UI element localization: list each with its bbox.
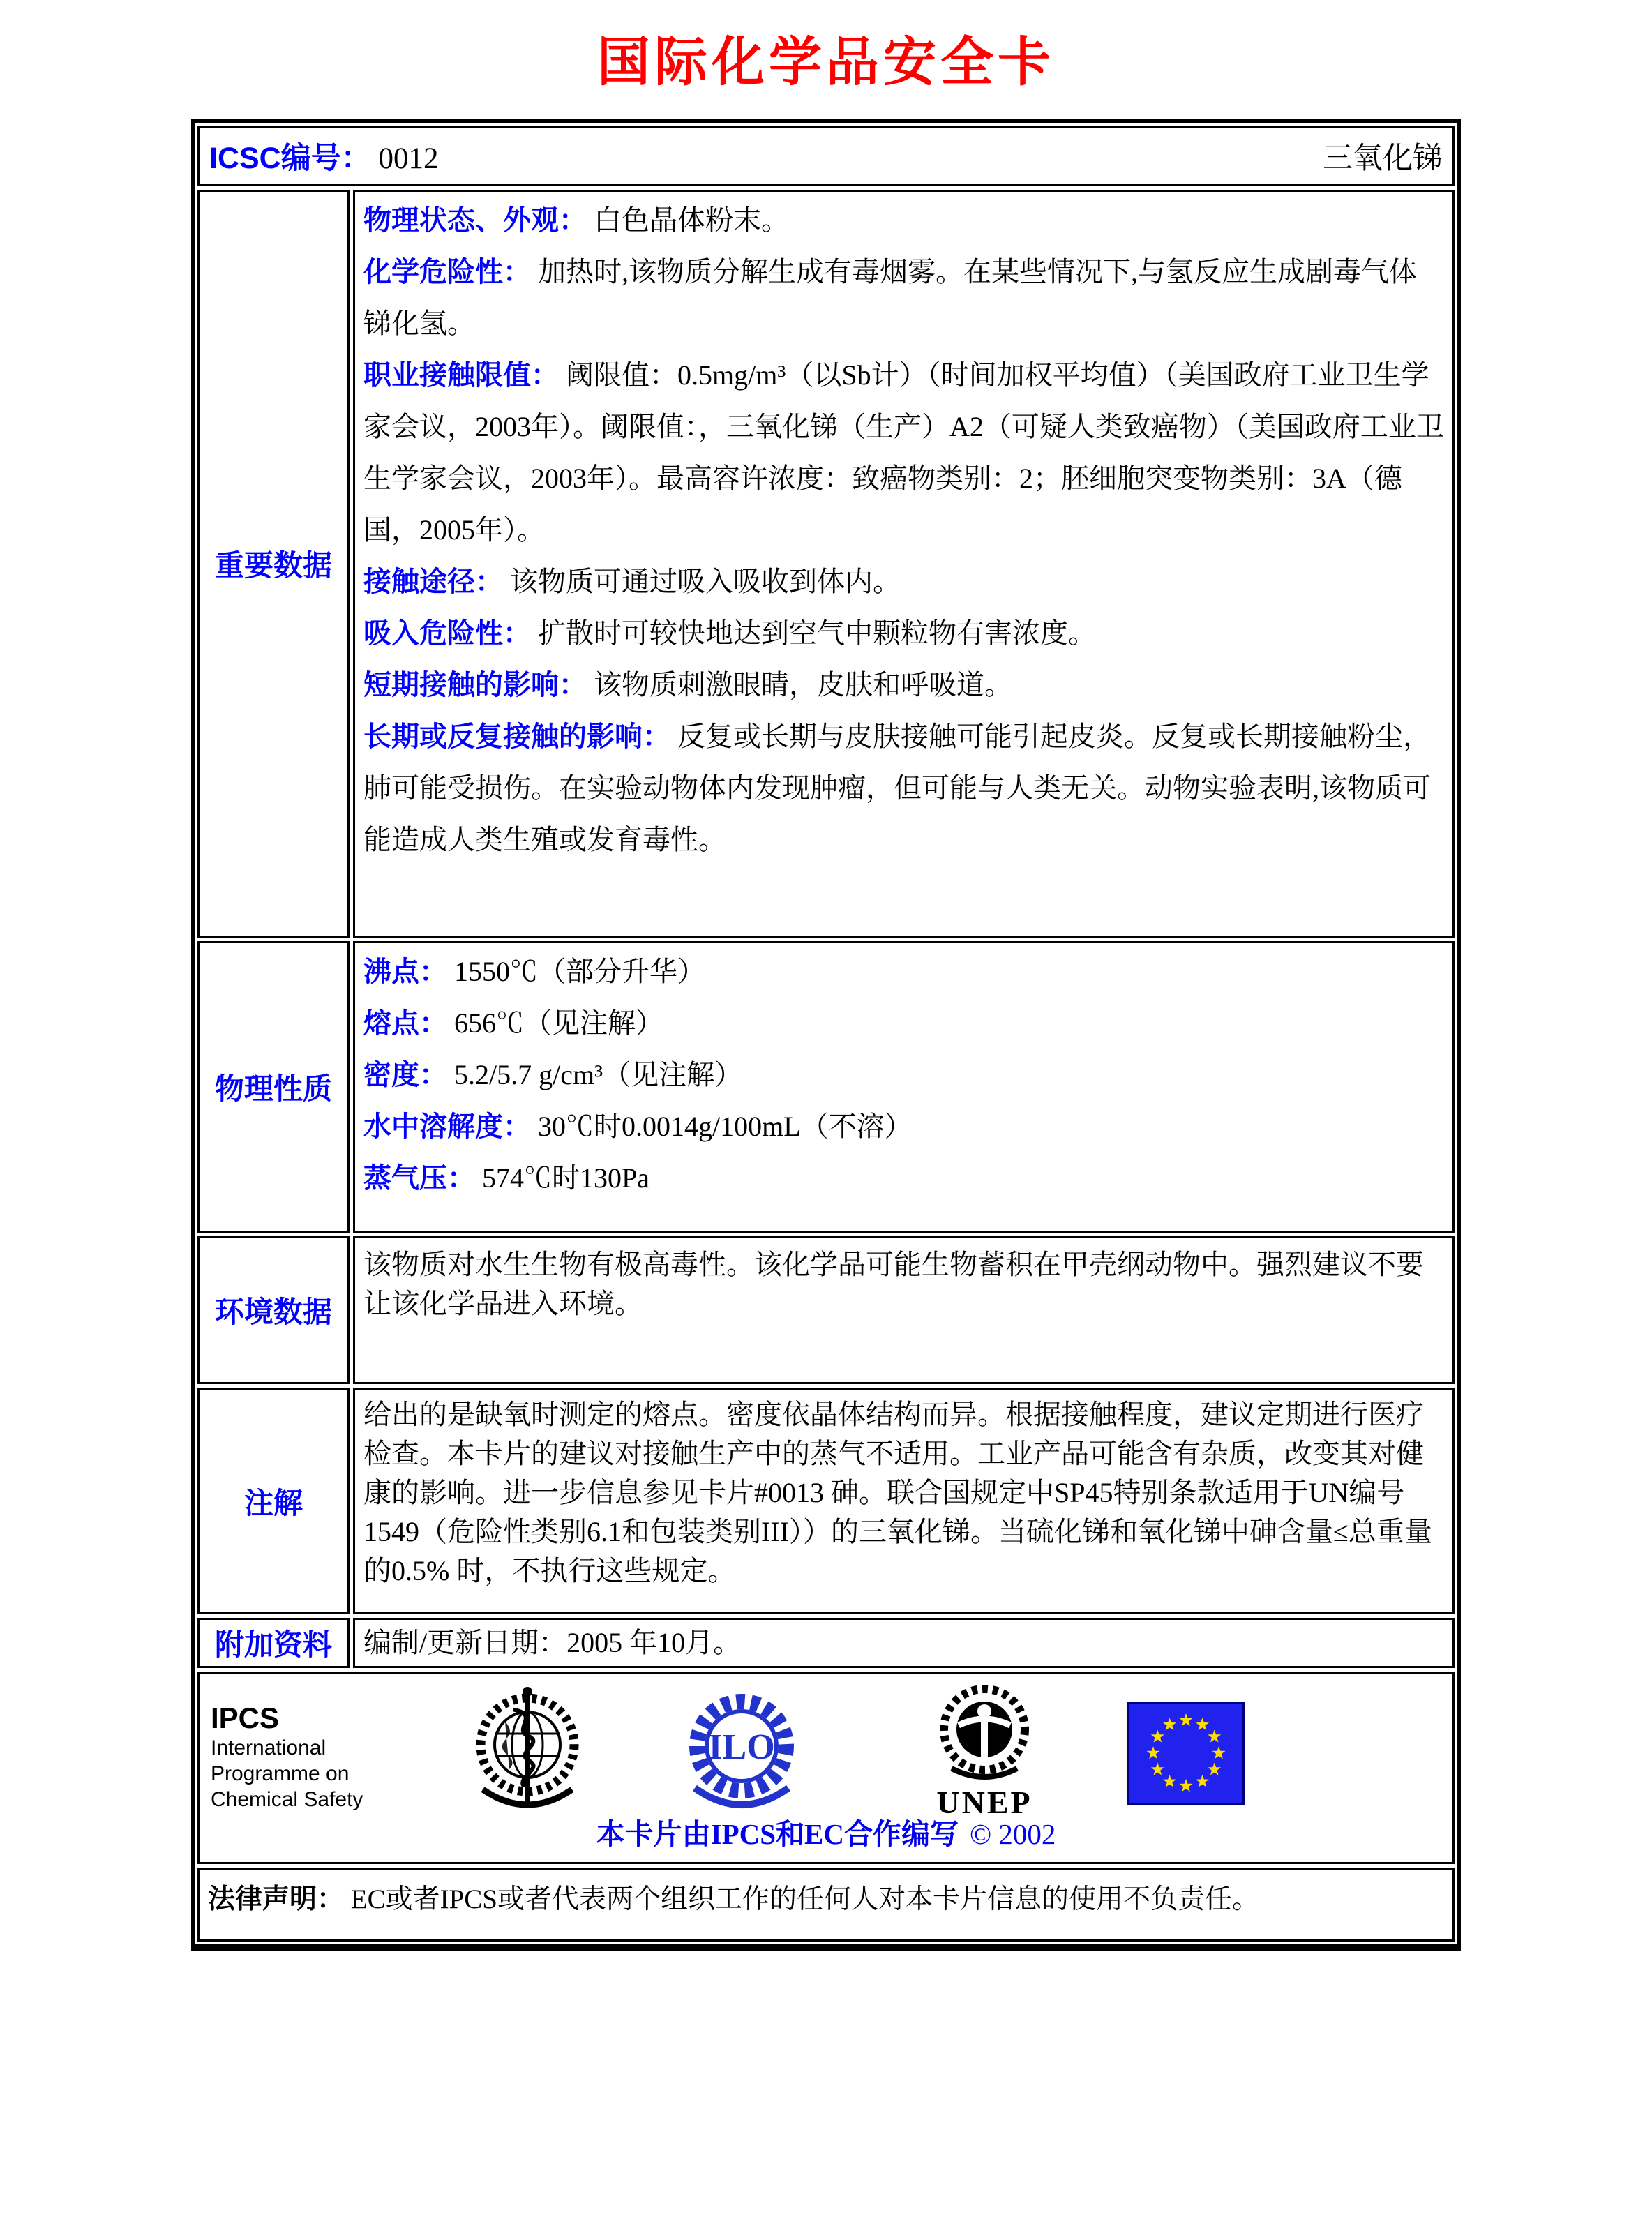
data-item	[363, 195, 1444, 246]
data-item	[363, 711, 1444, 866]
item-label: 蒸气压：	[363, 1163, 475, 1194]
section-physical-properties	[197, 941, 1455, 1233]
additional-info-content: 编制/更新日期：2005 年10月。	[353, 1618, 1455, 1668]
ipcs-acronym: IPCS	[211, 1702, 280, 1734]
section-label-additional-info: 附加资料	[197, 1618, 350, 1668]
ipcs-line: International	[211, 1736, 326, 1759]
icsc-number-label: ICSC编号：	[209, 142, 371, 175]
item-label: 熔点：	[363, 1008, 447, 1039]
copyright-year: © 2002	[969, 1818, 1056, 1850]
section-label-physical-properties: 物理性质	[197, 941, 350, 1233]
data-item	[363, 246, 1444, 350]
icsc-number-group	[209, 135, 438, 177]
legal-text: EC或者IPCS或者代表两个组织工作的任何人对本卡片信息的使用不负责任。	[350, 1884, 1259, 1914]
card-header-row	[197, 126, 1455, 186]
item-text: 该物质刺激眼睛，皮肤和呼吸道。	[594, 669, 1012, 700]
data-item	[363, 946, 1444, 998]
item-text: 反复或长期与皮肤接触可能引起皮炎。反复或长期接触粉尘，肺可能受损伤。在实验动物体内发现肿瘤，但可能与人类无关。动物实验表明,该物质可能造成人类生殖或发育毒性。	[363, 721, 1431, 855]
item-label: 化学危险性：	[363, 257, 531, 287]
data-item	[363, 1101, 1444, 1152]
copyright-line	[200, 1811, 1452, 1852]
legal-label: 法律声明：	[208, 1884, 345, 1914]
data-item	[363, 350, 1444, 556]
data-item	[363, 659, 1444, 711]
item-text: 该物质可通过吸入吸收到体内。	[510, 566, 901, 597]
item-text: 扩散时可较快地达到空气中颗粒物有害浓度。	[538, 617, 1096, 649]
ipcs-block	[211, 1702, 363, 1812]
item-text: 656℃（见注解）	[454, 1007, 663, 1039]
data-item	[363, 556, 1444, 608]
ipcs-line: Programme on	[211, 1762, 350, 1785]
who-logo-icon	[472, 1683, 583, 1830]
section-legal	[197, 1868, 1455, 1942]
data-item	[363, 998, 1444, 1049]
icsc-card	[191, 119, 1461, 1951]
item-label: 接触途径：	[363, 566, 503, 597]
ilo-letters: ILO	[708, 1727, 775, 1767]
section-notes	[197, 1388, 1455, 1614]
item-text: 加热时,该物质分解生成有毒烟雾。在某些情况下,与氢反应生成剧毒气体锑化氢。	[363, 256, 1417, 339]
unep-logo-icon	[922, 1683, 1047, 1819]
data-item	[363, 1152, 1444, 1204]
data-item	[363, 1049, 1444, 1101]
data-item	[363, 608, 1444, 659]
item-label: 沸点：	[363, 956, 447, 987]
section-logos	[197, 1672, 1455, 1864]
page-title: 国际化学品安全卡	[597, 33, 1055, 92]
item-text: 阈限值：0.5mg/m³（以Sb计）（时间加权平均值）（美国政府工业卫生学家会议，2003年）。阈限值：，三氧化锑（生产）A2（可疑人类致癌物）（美国政府工业卫生学家会议，2003年）。最高容许浓度：致癌物类别：2；胚细胞突变物类别：3A（德国，2005年）。	[363, 359, 1444, 546]
section-label-environmental-data: 环境数据	[197, 1236, 350, 1384]
item-text: 白色晶体粉末。	[594, 204, 789, 236]
ilo-logo-icon	[681, 1683, 803, 1830]
section-additional-info	[197, 1618, 1455, 1668]
eu-flag-icon	[1127, 1702, 1245, 1808]
item-label: 物理状态、外观：	[363, 205, 587, 236]
copyright-text: 本卡片由IPCS和EC合作编写	[596, 1818, 959, 1850]
ipcs-line: Chemical Safety	[211, 1788, 363, 1811]
item-text: 30℃时0.0014g/100mL（不溶）	[538, 1111, 913, 1142]
section-important-data	[197, 190, 1455, 938]
item-label: 吸入危险性：	[363, 618, 531, 649]
item-text: 1550℃（部分升华）	[454, 956, 705, 987]
item-label: 水中溶解度：	[363, 1111, 531, 1142]
item-label: 职业接触限值：	[363, 360, 559, 391]
legal-notice	[197, 1868, 1455, 1942]
item-label: 密度：	[363, 1060, 447, 1090]
chemical-name: 三氧化锑	[1323, 142, 1443, 175]
card-header-cell	[197, 126, 1455, 186]
icsc-number-value: 0012	[378, 142, 439, 175]
section-label-important-data: 重要数据	[197, 190, 350, 938]
section-label-notes: 注解	[197, 1388, 350, 1614]
important-data-content	[353, 190, 1455, 938]
section-environmental-data	[197, 1236, 1455, 1384]
environmental-data-content: 该物质对水生生物有极高毒性。该化学品可能生物蓄积在甲壳纲动物中。强烈建议不要让该化学品进入环境。	[353, 1236, 1455, 1384]
physical-properties-content	[353, 941, 1455, 1233]
notes-content: 给出的是缺氧时测定的熔点。密度依晶体结构而异。根据接触程度，建议定期进行医疗检查。本卡片的建议对接触生产中的蒸气不适用。工业产品可能含有杂质，改变其对健康的影响。进一步信息参见卡片#0013 砷。联合国规定中SP45特别条款适用于UN编号1549（危险性类别6.1和包装类别III））的三氧化锑。当硫化锑和氧化锑中砷含量≤总重量的0.5% 时，不执行这些规定。	[353, 1388, 1455, 1614]
item-label: 长期或反复接触的影响：	[363, 721, 670, 752]
item-text: 574℃时130Pa	[482, 1162, 649, 1194]
item-label: 短期接触的影响：	[363, 670, 587, 700]
unep-caption: UNEP	[936, 1785, 1032, 1820]
logos-cell	[197, 1672, 1455, 1864]
item-text: 5.2/5.7 g/cm³（见注解）	[454, 1059, 743, 1090]
